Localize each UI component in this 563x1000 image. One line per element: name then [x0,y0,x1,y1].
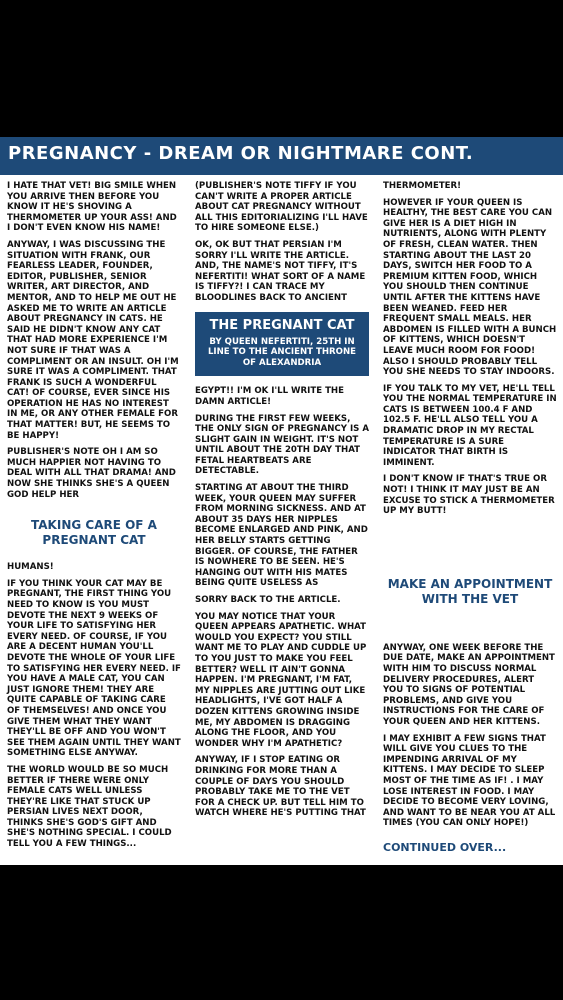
magazine-page [0,137,563,865]
paragraph: DURING THE FIRST FEW WEEKS, THE ONLY SIGN OF PREGNANCY IS A SLIGHT GAIN IN WEIGHT. IT'S NOT UNTIL ABOUT THE 20TH DAY THAT FETAL HEARTBEATS ARE DETECTABLE. [195,413,369,477]
article-byline: BY QUEEN NEFERTITI, 25TH IN LINE TO THE ANCIENT THRONE OF ALEXANDRIA [207,336,357,368]
publishers-note: PUBLISHER'S NOTE OH I AM SO MUCH HAPPIER NOT HAVING TO DEAL WITH ALL THAT DRAMA! AND NOW SHE THINKS SHE'S A QUEEN GOD HELP HER [7,447,176,500]
paragraph: I MAY EXHIBIT A FEW SIGNS THAT WILL GIVE YOU CLUES TO THE IMPENDING ARRIVAL OF MY KITTENS. I MAY DECIDE TO SLEEP MOST OF THE TIME AS IF! . I MAY LOSE INTEREST IN FOOD. I MAY DECIDE TO BECOME VERY LOVING, AND WANT TO BE NEAR YOU AT ALL TIMES (YOU CAN ONLY HOPE!) [383,733,556,829]
paragraph: EGYPT!! I'M OK I'LL WRITE THE DAMN ARTICLE! [195,386,344,407]
paragraph: IF YOU TALK TO MY VET, HE'LL TELL YOU THE NORMAL TEMPERATURE IN CATS IS BETWEEN 100.4 F AND 102.5 F. HE'LL ALSO TELL YOU A DRAMATIC DROP IN MY RECTAL TEMPERATURE IS A SURE INDICATOR THAT BIRTH IS IMMINENT. [383,383,557,468]
column-3 [383,181,557,854]
continued-link[interactable]: CONTINUED OVER... [383,840,507,854]
paragraph: I HATE THAT VET! BIG SMILE WHEN YOU ARRIVE THEN BEFORE YOU KNOW IT HE'S SHOVING A THERMOMETER UP YOUR ASS! AND I DON'T EVEN KNOW HIS NAME! [7,181,177,234]
section-heading: MAKE AN APPOINTMENT WITH THE VET [387,576,553,606]
column-1 [7,181,181,856]
paragraph: THERMOMETER! [383,181,462,191]
page-title: PREGNANCY - DREAM OR NIGHTMARE CONT. [8,143,474,164]
column-2 [195,181,369,825]
paragraph: THE WORLD WOULD BE SO MUCH BETTER IF THERE WERE ONLY FEMALE CATS WELL UNLESS THEY'RE LIKE THAT STUCK UP PERSIAN LIVES NEXT DOOR, THINKS SHE'S GOD'S GIFT AND SHE'S NOTHING SPECIAL. I COULD TELL YOU A FEW THINGS... [7,764,172,850]
paragraph: IF YOU THINK YOUR CAT MAY BE PREGNANT, THE FIRST THING YOU NEED TO KNOW IS YOU MUST DEVOTE THE NEXT 9 WEEKS OF YOUR LIFE TO SATISFYING HER EVERY NEED. OF COURSE, IF YOU ARE A DECENT HUMAN YOU'LL DEVOTE THE WHOLE OF YOUR LIFE TO SATISFYING HER EVERY NEED. IF YOU HAVE A MALE CAT, YOU CAN JUST IGNORE THEM! THEY ARE QUITE CAPABLE OF TAKING CARE OF THEMSELVES! AND ONCE YOU GIVE THEM WHAT THEY WANT THEY'LL BE OFF AND YOU WON'T SEE THEM AGAIN UNTIL THEY WANT SOMETHING ELSE ANYWAY. [7,578,181,759]
publishers-note: (PUBLISHER'S NOTE TIFFY IF YOU CAN'T WRITE A PROPER ARTICLE ABOUT CAT PREGNANCY WITHOUT ALL THIS EDITORIALIZING I'LL HAVE TO HIRE SOMEONE ELSE.) [195,181,368,234]
paragraph: SORRY BACK TO THE ARTICLE. [195,595,341,605]
paragraph: ANYWAY, ONE WEEK BEFORE THE DUE DATE, MAKE AN APPOINTMENT WITH HIM TO DISCUSS NORMAL DELIVERY PROCEDURES, ALERT YOU TO SIGNS OF POTENTIAL PROBLEMS, AND GIVE YOU INSTRUCTIONS FOR THE CARE OF YOUR QUEEN AND HER KITTENS. [383,642,555,727]
paragraph: HUMANS! [7,562,54,573]
article-title-box [195,312,369,377]
paragraph: STARTING AT ABOUT THE THIRD WEEK, YOUR QUEEN MAY SUFFER FROM MORNING SICKNESS. AND AT ABOUT 35 DAYS HER NIPPLES BECOME ENLARGED AND PINK, AND HER BELLY STARTS GETTING BIGGER. OF COURSE, THE FATHER IS NOWHERE TO BE SEEN. HE'S HANGING OUT WITH HIS MATES BEING QUITE USELESS AS [195,483,368,589]
paragraph: I DON'T KNOW IF THAT'S TRUE OR NOT! I THINK IT MAY JUST BE AN EXCUSE TO STICK A THERMOMETER UP MY BUTT! [383,474,555,517]
paragraph: OK, OK BUT THAT PERSIAN I'M SORRY I'LL WRITE THE ARTICLE. AND, THE NAME'S NOT TIFFY, IT'S NEFERTITI! WHAT SORT OF A NAME IS TIFFY?! I CAN TRACE MY BLOODLINES BACK TO ANCIENT [195,239,366,303]
paragraph: YOU MAY NOTICE THAT YOUR QUEEN APPEARS APATHETIC. WHAT WOULD YOU EXPECT? YOU STILL WANT ME TO PLAY AND CUDDLE UP TO YOU JUST TO MAKE YOU FEEL BETTER? WELL IT AIN'T GONNA HAPPEN. I'M PREGNANT, I'M FAT, MY NIPPLES ARE JUTTING OUT LIKE HEADLIGHTS, I'VE GOT HALF A DOZEN KITTENS GROWING INSIDE ME, MY ABDOMEN IS DRAGGING ALONG THE FLOOR, AND YOU WONDER WHY I'M APATHETIC? [195,611,367,749]
paragraph: HOWEVER IF YOUR QUEEN IS HEALTHY, THE BEST CARE YOU CAN GIVE HER IS A DIET HIGH IN NUTRIENTS, ALONG WITH PLENTY OF FRESH, CLEAN WATER. THEN STARTING ABOUT THE LAST 20 DAYS, SWITCH HER FOOD TO A PREMIUM KITTEN FOOD, WHICH YOU SHOULD THEN CONTINUE UNTIL AFTER THE KITTENS HAVE BEEN WEANED. FEED HER FREQUENT SMALL MEALS. HER ABDOMEN IS FILLED WITH A BUNCH OF KITTENS, WHICH DOESN'T LEAVE MUCH ROOM FOR FOOD! ALSO I SHOULD PROBABLY TELL YOU SHE NEEDS TO STAY INDOORS. [383,197,557,378]
article-title: THE PREGNANT CAT [209,317,355,333]
title-banner [0,137,563,175]
section-heading: TAKING CARE OF A PREGNANT CAT [31,518,157,548]
paragraph: ANYWAY, I WAS DISCUSSING THE SITUATION WITH FRANK, OUR FEARLESS LEADER, FOUNDER, EDITOR, PUBLISHER, SENIOR WRITER, ART DIRECTOR, AND MENTOR, AND TO HELP ME OUT HE ASKED ME TO WRITE AN ARTICLE ABOUT PREGNANCY IN CATS. HE SAID HE DIDN'T KNOW ANY CAT THAT HAD MORE EXPERIENCE I'M NOT SURE IF THAT WAS A COMPLIMENT OR AN INSULT. OH I'M SURE IT WAS A COMPLIMENT. THAT FRANK IS SUCH A WONDERFUL CAT! OF COURSE, EVER SINCE HIS OPERATION HE HAS NO INTEREST IN ME, OR ANY OTHER FEMALE FOR THAT MATTER! BUT, HE SEEMS TO BE HAPPY! [7,239,179,441]
paragraph: ANYWAY, IF I STOP EATING OR DRINKING FOR MORE THAN A COUPLE OF DAYS YOU SHOULD PROBABLY TAKE ME TO THE VET FOR A CHECK UP. BUT TELL HIM TO WATCH WHERE HE'S PUTTING THAT [195,755,366,819]
